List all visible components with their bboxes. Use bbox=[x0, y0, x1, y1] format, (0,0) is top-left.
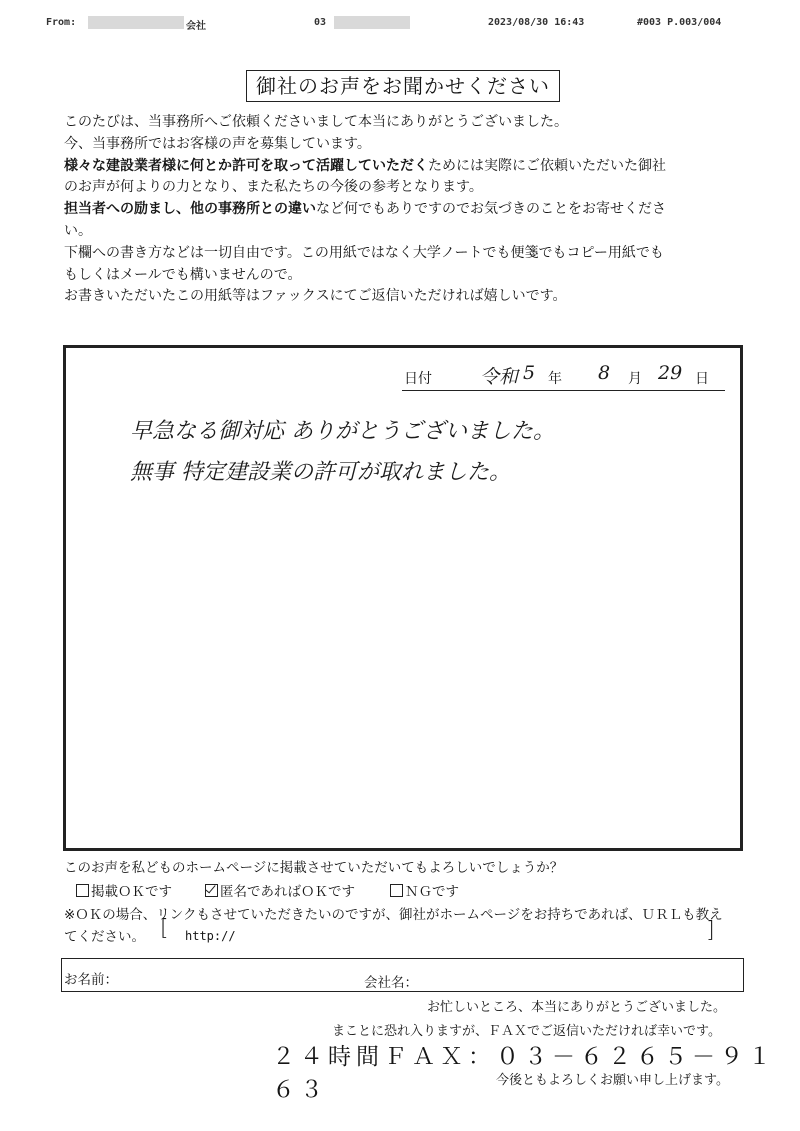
date-day: 29 bbox=[658, 362, 683, 384]
option-label: ＮＧです bbox=[405, 884, 459, 900]
fax-from-label: From: bbox=[46, 17, 77, 28]
name-label: お名前： bbox=[64, 972, 118, 988]
option-label: 匿名であればＯＫです bbox=[220, 884, 355, 900]
name-company-box[interactable] bbox=[61, 958, 744, 992]
checkbox-checked-icon[interactable] bbox=[205, 884, 218, 897]
fax-line-prefix: 03 bbox=[314, 17, 327, 28]
url-field[interactable]: http:// bbox=[185, 929, 236, 943]
intro-line: 今、当事務所ではお客様の声を募集しています。 bbox=[64, 135, 371, 152]
page-title: 御社のお声をお聞かせください bbox=[246, 70, 560, 102]
note-line: ※ＯＫの場合、リンクもさせていただきたいのですが、御社がホームページをお持ちであれば、ＵＲＬも教え bbox=[64, 907, 723, 923]
company-label: 会社名： bbox=[364, 975, 418, 991]
handwritten-line-2: 無事 特定建設業の許可が取れました。 bbox=[130, 460, 511, 485]
date-year-unit: 年 bbox=[548, 371, 562, 387]
intro-bold: 担当者への励まし、他の事務所との違い bbox=[64, 201, 316, 218]
intro-bold: 様々な建設業者様に何とか許可を取って活躍していただく bbox=[64, 157, 428, 174]
checkbox-icon[interactable] bbox=[76, 884, 89, 897]
closing-line: 今後ともよろしくお願い申し上げます。 bbox=[496, 1073, 729, 1088]
option-ng[interactable] bbox=[390, 880, 459, 900]
note-line: てください。 bbox=[64, 929, 145, 945]
fax-from-suffix: 会社 bbox=[186, 21, 206, 32]
intro-rest: ためには実際にご依頼いただいた御社 bbox=[428, 157, 666, 174]
intro-text bbox=[64, 112, 754, 308]
intro-line: もしくはメールでも構いませんので。 bbox=[64, 266, 302, 283]
intro-line bbox=[64, 156, 754, 178]
fax-datetime: 2023/08/30 16:43 bbox=[488, 17, 585, 28]
date-month: 8 bbox=[598, 362, 611, 384]
intro-line: お書きいただいたこの用紙等はファックスにてご返信いただければ嬉しいです。 bbox=[64, 288, 567, 305]
option-publish-ok[interactable] bbox=[76, 880, 172, 900]
thanks-line-1: お忙しいところ、本当にありがとうございました。 bbox=[427, 1000, 727, 1015]
option-anonymous-ok[interactable] bbox=[205, 880, 355, 900]
intro-rest: など何でもありですのでお気づきのことをお寄せくださ bbox=[316, 201, 666, 218]
date-field[interactable] bbox=[402, 362, 725, 391]
intro-line: 下欄への書き方などは一切自由です。この用紙ではなく大学ノートでも便箋でもコピー用紙でも bbox=[64, 244, 664, 261]
consent-question: このお声を私どものホームページに掲載させていただいてもよろしいでしょうか？ bbox=[64, 860, 564, 876]
url-bracket-close: ] bbox=[706, 918, 715, 943]
intro-line bbox=[64, 199, 754, 221]
intro-line: のお声が何よりの力となり、また私たちの今後の参考となります。 bbox=[64, 179, 483, 196]
thanks-line-2: まことに恐れ入りますが、ＦＡＸでご返信いただければ幸いです。 bbox=[332, 1024, 721, 1039]
handwritten-line-1: 早急なる御対応 ありがとうございました。 bbox=[130, 419, 555, 444]
fax-number: ２４時間ＦＡＸ：０３－６２６５－９１６３ bbox=[272, 1044, 776, 1103]
checkbox-icon[interactable] bbox=[390, 884, 403, 897]
date-day-unit: 日 bbox=[695, 371, 709, 387]
option-label: 掲載ＯＫです bbox=[91, 884, 172, 900]
fax-page: #003 P.003/004 bbox=[637, 17, 722, 28]
url-bracket-open: [ bbox=[160, 916, 169, 941]
date-label: 日付 bbox=[404, 371, 432, 387]
intro-line: い。 bbox=[64, 222, 92, 239]
redacted-sender bbox=[88, 16, 184, 29]
date-month-unit: 月 bbox=[628, 371, 642, 387]
date-era: 令和 bbox=[480, 366, 519, 388]
date-year: 5 bbox=[523, 362, 536, 384]
intro-line: このたびは、当事務所へご依頼くださいまして本当にありがとうございました。 bbox=[64, 114, 568, 130]
redacted-number bbox=[334, 16, 410, 29]
